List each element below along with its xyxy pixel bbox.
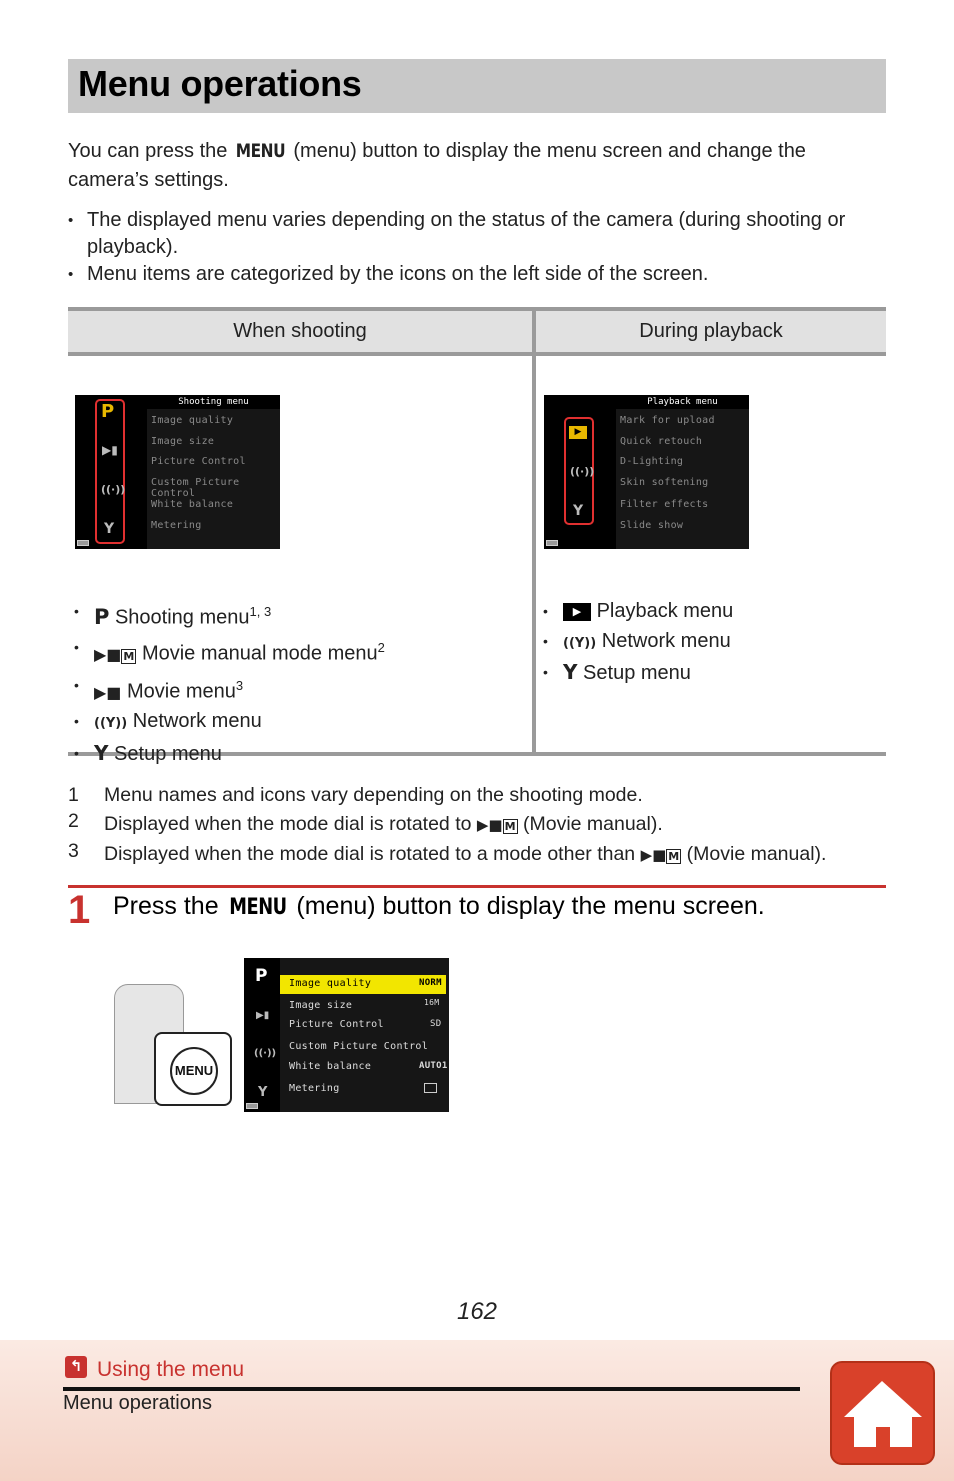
screen-title: Playback menu	[616, 395, 749, 409]
footnote-ref: 3	[235, 678, 244, 694]
page-number: 162	[456, 1298, 498, 1325]
footnote-number: 2	[68, 810, 79, 832]
list-item	[537, 627, 733, 659]
home-icon	[832, 1363, 933, 1463]
movie-icon: ▶■	[94, 682, 122, 702]
intro-bullets	[68, 207, 868, 288]
menu-item: Skin softening	[620, 477, 709, 488]
menu-item: Filter effects	[620, 499, 709, 510]
p-mode-icon: P	[255, 966, 268, 986]
menu-item-value: AUTO1	[419, 1061, 448, 1071]
network-icon: ((·))	[101, 483, 126, 496]
menu-item: Metering	[151, 520, 202, 531]
footnote-text: Menu names and icons vary depending on the shooting mode.	[104, 784, 643, 806]
wrench-icon: Y	[104, 521, 115, 537]
bullet-item: • Menu items are categorized by the icons on the left side of the screen.	[68, 261, 868, 288]
example-menu-screen	[244, 958, 449, 1112]
wrench-icon: Y	[563, 660, 578, 684]
wrench-icon: Y	[94, 740, 109, 765]
menu-item: Custom Picture Control	[289, 1041, 429, 1052]
column-divider	[532, 311, 536, 752]
page-title: Menu operations	[78, 63, 362, 104]
home-button[interactable]	[830, 1361, 935, 1465]
footnote-text: Displayed when the mode dial is rotated to a mode other than	[104, 843, 641, 865]
menu-item-value: 16M	[424, 998, 440, 1007]
list-item-label: Shooting menu	[114, 606, 250, 629]
intro-text-before: You can press the	[68, 140, 233, 162]
col-header-playback: During playback	[536, 311, 886, 356]
play-icon: ▶	[569, 426, 587, 439]
menu-item: Image quality	[151, 415, 234, 426]
intro-text-after: (menu) button to display the menu screen and change the camera’s settings.	[68, 140, 806, 191]
menu-item-value: NORM	[419, 978, 442, 988]
movie-manual-icon: ▶■ M	[476, 816, 516, 834]
menu-table	[68, 307, 886, 765]
battery-icon	[77, 540, 89, 546]
playback-menu-screen	[544, 395, 749, 549]
menu-item: Mark for upload	[620, 415, 715, 426]
list-item-label: Movie menu	[126, 680, 236, 703]
list-item-label: Setup menu	[114, 742, 222, 765]
footnote-text: (Movie manual).	[517, 813, 663, 835]
intro-paragraph	[68, 137, 878, 195]
menu-button-icon: MENU	[228, 895, 287, 920]
menu-item: Image size	[289, 1000, 353, 1011]
menu-item: White balance	[151, 499, 234, 510]
network-icon: ((Y))	[563, 635, 597, 651]
wrench-icon: Y	[573, 503, 584, 519]
list-item-label: Network menu	[132, 710, 262, 733]
p-mode-icon: P	[101, 401, 115, 422]
network-icon: ((Y))	[94, 716, 128, 732]
menu-item: Metering	[289, 1083, 340, 1094]
breadcrumb-link[interactable]: Using the menu	[97, 1358, 245, 1381]
movie-manual-icon: ▶■ M	[94, 644, 135, 664]
menu-item: Custom Picture Control	[151, 477, 240, 499]
list-item-label: Playback menu	[596, 600, 734, 622]
list-item-label: Movie manual mode menu	[141, 642, 378, 665]
footnote-text: (Movie manual).	[681, 843, 827, 865]
step-rule	[68, 885, 886, 888]
list-item	[68, 707, 385, 739]
network-icon: ((·))	[570, 465, 595, 478]
shooting-menu-list	[68, 597, 385, 769]
menu-item: White balance	[289, 1061, 372, 1072]
menu-item: Picture Control	[289, 1019, 384, 1030]
list-item	[68, 633, 385, 671]
metering-icon	[424, 1083, 437, 1093]
step-instruction	[113, 892, 765, 921]
back-arrow-icon[interactable]: ↰	[65, 1356, 87, 1378]
list-item	[68, 739, 385, 770]
menu-item-value: SD	[430, 1019, 442, 1029]
list-item	[68, 671, 385, 707]
list-item	[537, 597, 733, 627]
title-bar	[68, 59, 886, 113]
footnote-number: 1	[68, 784, 79, 806]
list-item	[68, 597, 385, 633]
screen-title: Shooting menu	[147, 395, 280, 409]
camera-illustration	[112, 980, 232, 1108]
footnote-ref: 1, 3	[249, 604, 272, 619]
breadcrumb-current: Menu operations	[63, 1392, 212, 1414]
list-item-label: Setup menu	[583, 662, 691, 684]
wrench-icon: Y	[258, 1085, 268, 1100]
step-text-after: (menu) button to display the menu screen.	[289, 892, 765, 920]
menu-item: Slide show	[620, 520, 684, 531]
movie-icon: ▶▮	[102, 443, 118, 457]
battery-icon	[546, 540, 558, 546]
menu-item: Picture Control	[151, 456, 246, 467]
p-mode-icon: P	[94, 604, 110, 629]
footer-rule	[63, 1387, 800, 1391]
bullet-item: • The displayed menu varies depending on the status of the camera (during shooting or playback).	[68, 207, 868, 261]
menu-item: Quick retouch	[620, 436, 703, 447]
menu-item: Image quality	[289, 978, 372, 989]
movie-manual-icon: ▶■ M	[640, 846, 680, 864]
play-icon: ▶	[563, 603, 591, 621]
shooting-menu-screen	[75, 395, 280, 549]
menu-button-icon: MENU	[235, 140, 286, 162]
menu-item: D-Lighting	[620, 456, 684, 467]
footnote-text: Displayed when the mode dial is rotated to	[104, 813, 477, 835]
step-text-before: Press the	[113, 892, 226, 920]
list-item-label: Network menu	[601, 629, 731, 652]
playback-menu-list	[537, 597, 733, 689]
footnote-number: 3	[68, 840, 79, 862]
battery-icon	[246, 1103, 258, 1109]
col-header-shooting: When shooting	[68, 311, 532, 356]
list-item	[537, 658, 733, 689]
step-number: 1	[68, 888, 91, 932]
menu-button-callout	[154, 1032, 232, 1106]
movie-icon: ▶▮	[256, 1010, 270, 1021]
network-icon: ((·))	[254, 1048, 277, 1059]
menu-item: Image size	[151, 436, 215, 447]
footnote-ref: 2	[377, 640, 385, 656]
menu-button: MENU	[170, 1047, 218, 1095]
